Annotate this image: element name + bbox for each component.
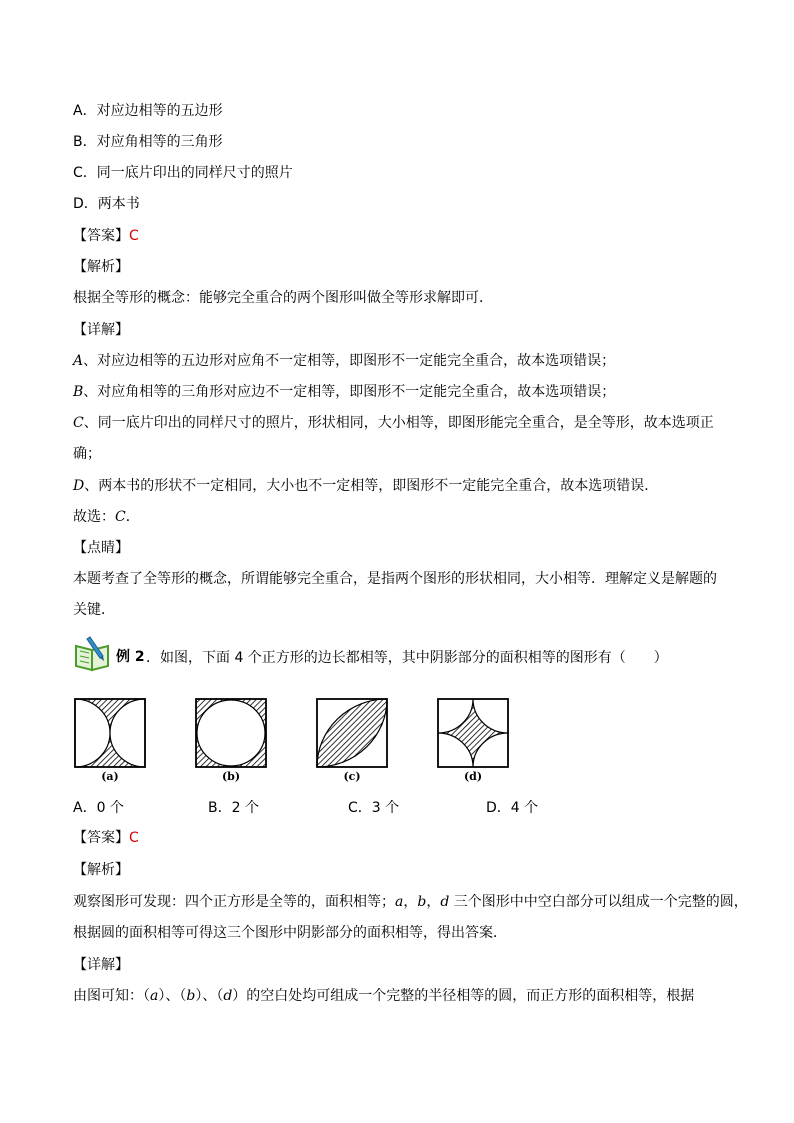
analysis-text: 根据全等形的概念：能够完全重合的两个图形叫做全等形求解即可． xyxy=(73,290,493,306)
detail-line-c xyxy=(73,413,714,433)
figure-b xyxy=(195,698,267,768)
sep: ， xyxy=(403,894,418,910)
conclusion xyxy=(73,507,140,527)
q2-analysis-line-1 xyxy=(73,892,748,912)
sep: ）、（ xyxy=(195,988,224,1004)
sep: ）、（ xyxy=(158,988,187,1004)
detail-line-c-cont xyxy=(73,444,101,464)
detail-text: 、两本书的形状不一定相同，大小也不一定相等，即图形不一定能完全重合，故本选项错误． xyxy=(84,478,659,494)
q2-detail-tag: 【详解】 xyxy=(73,957,129,973)
q2-analysis-tag: 【解析】 xyxy=(73,862,129,878)
answer-tag: 【答案】 xyxy=(73,830,129,846)
conclusion-prefix: 故选： xyxy=(73,509,115,525)
detail-letter: A xyxy=(73,353,84,369)
var-b: b xyxy=(186,988,196,1004)
option-c: C．同一底片印出的同样尺寸的照片 xyxy=(73,165,293,181)
detail-tag: 【详解】 xyxy=(73,322,129,338)
detail-text: 、同一底片印出的同样尺寸的照片，形状相同，大小相等，即图形能完全重合，是全等形，故本选项正 xyxy=(83,415,714,431)
analysis-text: 三个图形中中空白部分可以组成一个完整的圆， xyxy=(449,894,748,910)
conclusion-letter: C xyxy=(115,509,126,525)
answer-tag: 【答案】 xyxy=(73,228,129,244)
figure-a xyxy=(74,698,146,768)
var-d: d xyxy=(440,894,450,910)
q2-option-d: D．4 个 xyxy=(486,800,539,816)
figure-c-caption: (c) xyxy=(343,770,361,783)
detail-line-a xyxy=(73,351,615,371)
example-label: 例 2 xyxy=(116,649,145,665)
analysis-tag: 【解析】 xyxy=(73,259,129,275)
figure-b-caption: (b) xyxy=(221,770,241,783)
detail-text: 确； xyxy=(73,446,101,462)
answer-line xyxy=(73,226,139,246)
example-question: ．如图，下面 4 个正方形的边长都相等，其中阴影部分的面积相等的图形有（ ） xyxy=(146,650,668,666)
var-d: d xyxy=(223,988,233,1004)
detail-line-b xyxy=(73,382,615,402)
var-b: b xyxy=(417,894,427,910)
option-d: D．两本书 xyxy=(73,196,140,212)
answer-value: C xyxy=(129,228,139,244)
q2-answer-line xyxy=(73,828,139,848)
q2-option-b: B．2 个 xyxy=(208,800,259,816)
figure-a-caption: (a) xyxy=(101,770,119,783)
detail-text: ）的空白处均可组成一个完整的半径相等的圆，而正方形的面积相等，根据 xyxy=(232,988,695,1004)
figure-c xyxy=(316,698,388,768)
answer-value: C xyxy=(129,830,139,846)
option-a: A．对应边相等的五边形 xyxy=(73,103,223,119)
detail-text: 、对应角相等的三角形对应边不一定相等，即图形不一定能完全重合，故本选项错误； xyxy=(83,384,616,400)
detail-letter: D xyxy=(73,478,85,494)
detail-line-d xyxy=(73,476,658,496)
q2-detail-line xyxy=(73,986,694,1006)
detail-letter: B xyxy=(73,384,84,400)
analysis-text: 观察图形可发现：四个正方形是全等的，面积相等； xyxy=(73,894,395,910)
q2-option-a: A．0 个 xyxy=(73,800,124,816)
conclusion-suffix: ． xyxy=(125,509,140,525)
var-a: a xyxy=(395,894,404,910)
comment-tag: 【点睛】 xyxy=(73,540,129,556)
detail-letter: C xyxy=(73,415,84,431)
example-badge-icon xyxy=(72,634,116,672)
option-b: B．对应角相等的三角形 xyxy=(73,134,223,150)
q2-analysis-line-2: 根据圆的面积相等可得这三个图形中阴影部分的面积相等，得出答案． xyxy=(73,925,507,941)
figure-d-caption: (d) xyxy=(463,770,483,783)
q2-option-c: C．3 个 xyxy=(348,800,400,816)
comment-line-2: 关键． xyxy=(73,602,115,618)
figure-d xyxy=(437,698,509,768)
detail-text: 、对应边相等的五边形对应角不一定相等，即图形不一定能完全重合，故本选项错误； xyxy=(83,353,616,369)
var-a: a xyxy=(150,988,159,1004)
sep: ， xyxy=(426,894,441,910)
detail-text: 由图可知：（ xyxy=(73,988,150,1004)
comment-line-1: 本题考查了全等形的概念，所谓能够完全重合，是指两个图形的形状相同，大小相等．理解定义是解题的 xyxy=(73,571,717,587)
